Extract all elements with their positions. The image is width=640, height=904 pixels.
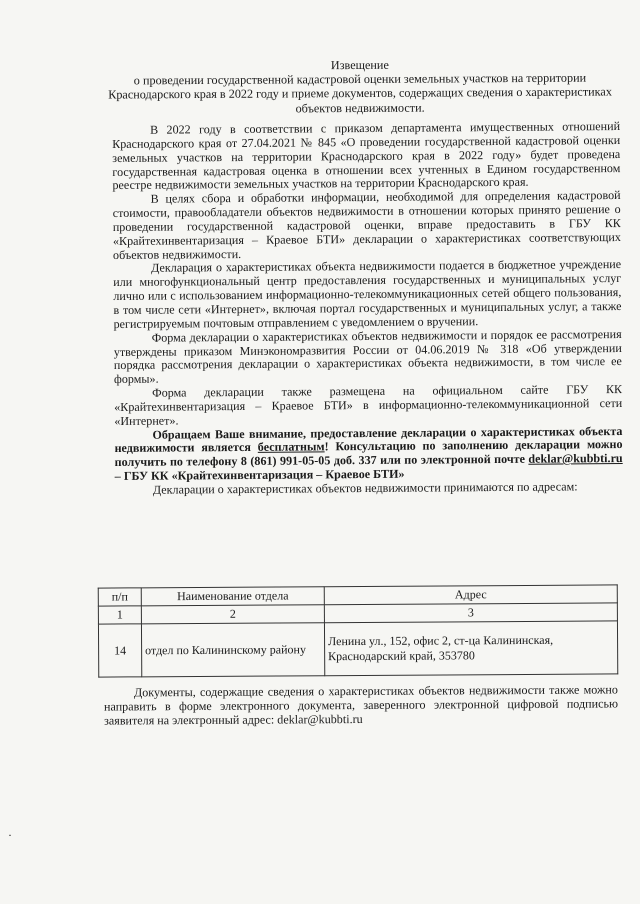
paragraph-submission: Декларация о характеристиках объекта недвижимости подается в бюджетное учреждение или многофункциональный центр предоставления государственных и муниципальных услуг лично или с использованием информационно-телекоммуникационных сетей общего пользования, в том числе сети «Интернет», включая портал государственных и муниципальных услуг, а также регистрируемым почтовым отправлением с уведомлением о вручении.	[113, 257, 622, 331]
electronic-submission-note	[104, 682, 618, 727]
col-number-3: 3	[324, 603, 617, 623]
paragraph-electronic: Документы, содержащие сведения о характеристиках объектов недвижимости также можно направить в форме электронного документа, заверенного электронной цифровой подписью заявителя на электронный адрес: deklar@kubbti.ru	[103, 682, 619, 728]
header-department: Наименование отдела	[141, 587, 324, 606]
attention-text-a: Обращаем Ваше внимание, предоставление декларации о характеристиках объекта недвижимости является	[114, 423, 623, 456]
notice-body	[112, 120, 623, 498]
attention-text-b: ! Консультацию по заполнению декларации можно получить по телефону 8 (861) 991-05-05 доб. 337 или по электронной почте	[114, 437, 623, 470]
addresses-table	[98, 584, 619, 677]
paragraph-addresses-intro: Декларации о характеристиках объектов недвижимости принимаются по адресам:	[152, 479, 578, 497]
row-address: Ленина ул., 152, офис 2, ст-ца Калининская, Краснодарский край, 353780	[324, 621, 617, 676]
paragraph-form-order: Форма декларации о характеристиках объектов недвижимости и порядок ее рассмотрения утверждены приказом Минэкономразвития России от 04.06.2019 № 318 «Об утверждении порядка рассмотрения декларации о характеристиках объекта недвижимости, в том числе ее формы».	[113, 326, 622, 387]
paragraph-attention	[114, 425, 622, 484]
header-num: п/п	[98, 588, 141, 606]
col-number-2: 2	[141, 605, 324, 624]
free-of-charge: бесплатным	[257, 439, 325, 455]
paragraph-form-site: Форма декларации также размещена на официальном сайте ГБУ КК «Крайтехинвентаризация – Краевое БТИ» в информационно-телекоммуникационной сети «Интернет».	[114, 382, 623, 428]
col-number-1: 1	[98, 606, 141, 624]
notice-subtitle: о проведении государственной кадастровой оценки земельных участков на территории Краснодарского края в 2022 году и приеме документов, содержащих сведения о характеристиках объектов недвижимости.	[108, 70, 612, 116]
row-num: 14	[98, 624, 141, 677]
paragraph-purpose: В целях сбора и обработки информации, необходимой для определения кадастровой стоимости, правообладатели объектов недвижимости в отношении которых принято решение о проведении государственной кадастровой оценки, вправе предоставить в ГБУ КК «Крайтехинвентаризация – Краевое БТИ» декларации о характеристиках соответствующих объектов недвижимости.	[112, 188, 621, 262]
notice-heading: Извещение	[330, 57, 389, 73]
stray-mark: ·	[8, 828, 12, 842]
row-department: отдел по Калининскому району	[141, 623, 324, 677]
notice-title-block	[100, 56, 620, 116]
paragraph-legal-basis: В 2022 году в соответствии с приказом департамента имущественных отношений Краснодарского края от 27.04.2021 № 845 «О проведении государственной кадастровой оценки земельных участков на территории Краснодарского края в 2022 году» будет проведена государственная кадастровая оценка в отношении всех учтенных в Едином государственном реестре недвижимости земельных участков на территории Краснодарского края.	[112, 119, 621, 193]
header-address: Адрес	[324, 585, 617, 605]
table-row	[98, 621, 617, 677]
email-link[interactable]: deklar@kubbti.ru	[528, 451, 623, 466]
attention-text-c: – ГБУ КК «Крайтехинвентаризация – Краевое БТИ»	[114, 466, 405, 484]
